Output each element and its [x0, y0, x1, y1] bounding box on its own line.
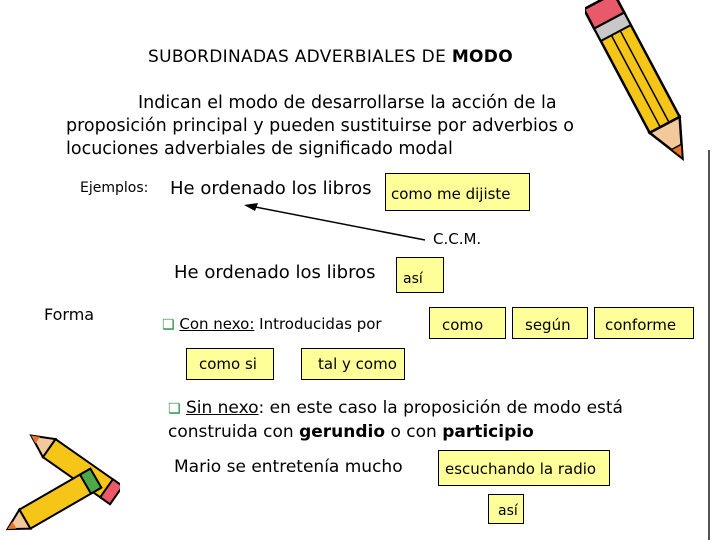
- bullet-icon: ❏: [162, 317, 175, 333]
- intro-paragraph: Indican el modo de desarrollarse la acción de la proposición principal y pueden sustituirse por adverbios o locuciones adverbiales de significado modal: [66, 93, 574, 159]
- example-sentence-2: He ordenado los libros: [174, 262, 376, 283]
- nexo-box: conforme: [594, 307, 694, 339]
- pencils-icon: [0, 430, 120, 540]
- con-nexo-line: ❏ Con nexo: Introducidas por: [162, 315, 382, 333]
- example2-highlight-box: escuchando la radio: [438, 450, 610, 486]
- example-sentence: He ordenado los libros: [170, 178, 372, 199]
- forma-label: Forma: [44, 305, 95, 324]
- nexo-box: según: [512, 307, 588, 339]
- example2-sentence: Mario se entretenía mucho: [174, 457, 403, 477]
- nexo-box: tal y como: [301, 348, 405, 380]
- arrow-icon: [240, 200, 430, 245]
- sin-nexo-paragraph: ❏ Sin nexo: en este caso la proposición de modo está construida con gerundio o con participio: [168, 398, 623, 442]
- ccm-annotation: C.C.M.: [433, 230, 482, 248]
- example2-replacement-box: así: [488, 494, 524, 524]
- examples-label: Ejemplos:: [80, 180, 149, 196]
- nexo-box: como si: [186, 348, 274, 380]
- right-border-line: [708, 150, 710, 540]
- replacement-box: así: [396, 257, 444, 293]
- nexo-box: como: [429, 307, 506, 339]
- example-highlight-box: como me dijiste: [385, 173, 530, 211]
- bullet-icon: ❏: [168, 401, 181, 417]
- page-title: SUBORDINADAS ADVERBIALES DE MODO: [148, 47, 513, 67]
